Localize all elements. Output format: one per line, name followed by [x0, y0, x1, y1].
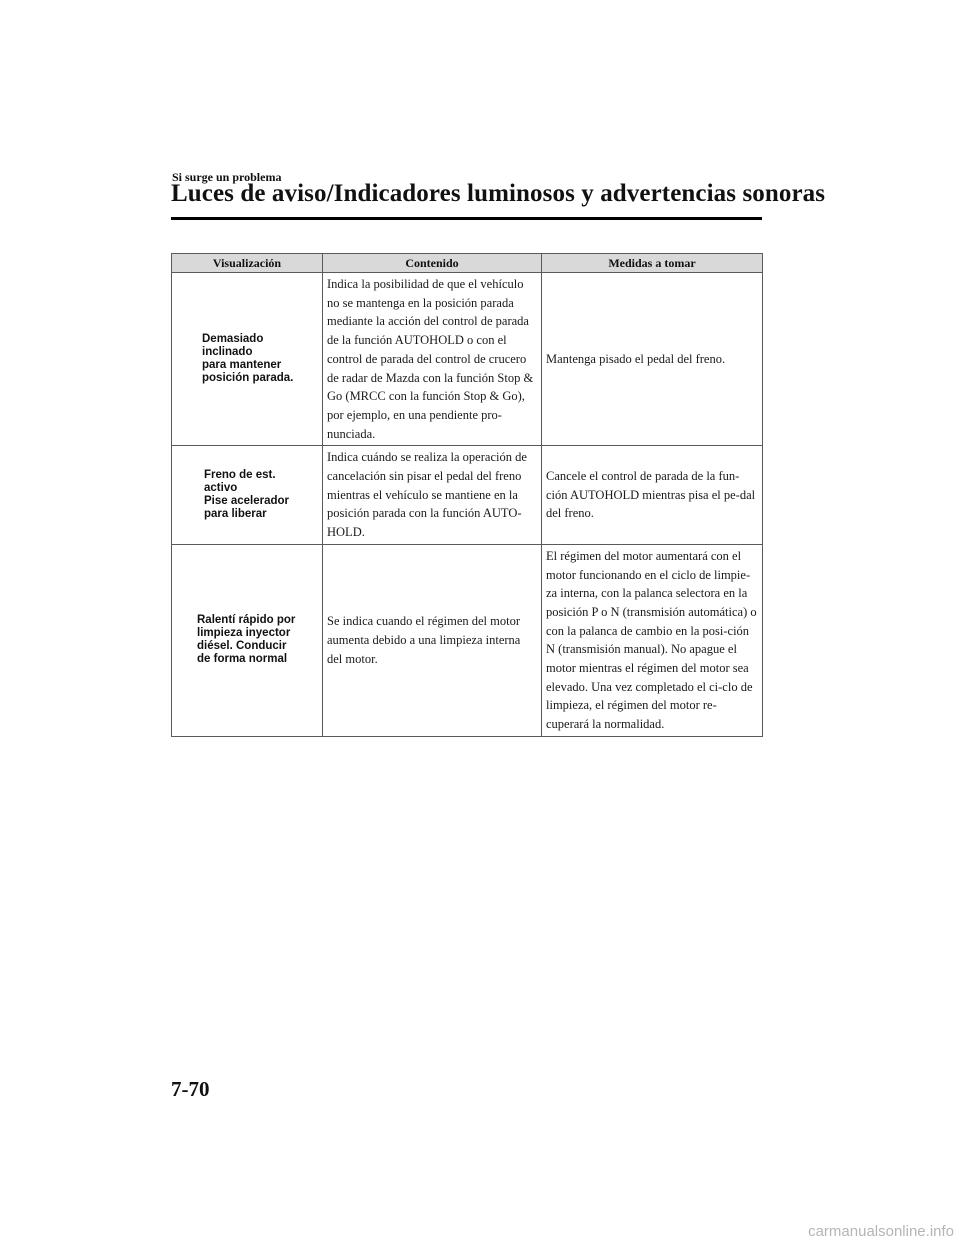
display-line: limpieza inyector	[197, 627, 291, 640]
content-cell: Indica la posibilidad de que el vehículo no se mantenga en la posición parada mediante la acción del control de parada de la función AUTOHOLD o con el control de parada del control de crucero de radar de Mazda con la función Stop & Go (MRCC con la función Stop & Go), por ejemplo, en una pendiente pro-nunciada.	[323, 273, 542, 446]
display-cell	[172, 446, 323, 545]
display-line: diésel. Conducir	[197, 640, 287, 653]
display-cell	[172, 544, 323, 736]
table-row	[172, 544, 763, 736]
display-line: Pise acelerador	[204, 495, 290, 508]
display-cell	[172, 273, 323, 446]
content-cell: Indica cuándo se realiza la operación de cancelación sin pisar el pedal del freno mientras el vehículo se mantiene en la posición parada con la función AUTO-HOLD.	[323, 446, 542, 545]
warning-messages-table	[171, 253, 763, 737]
action-cell: El régimen del motor aumentará con el motor funcionando en el ciclo de limpie-za interna, con la palanca selectora en la posición P o N (transmisión automática) o con la palanca de cambio en la posi-ción N (transmisión manual). No apague el motor mientras el régimen del motor sea elevado. Una vez completado el ci-clo de limpieza, el régimen del motor re-cuperará la normalidad.	[542, 544, 763, 736]
display-line: para mantener	[202, 359, 282, 372]
action-cell: Cancele el control de parada de la fun-ción AUTOHOLD mientras pisa el pe-dal del freno.	[542, 446, 763, 545]
column-header-display: Visualización	[172, 254, 323, 273]
display-message	[176, 469, 318, 521]
page-title: Luces de aviso/Indicadores luminosos y advertencias sonoras	[171, 180, 826, 207]
table-header-row	[172, 254, 763, 273]
display-line: Ralentí rápido por	[197, 614, 296, 627]
display-line: Freno de est.	[204, 469, 276, 482]
page-number: 7-70	[171, 1077, 210, 1101]
column-header-content: Contenido	[323, 254, 542, 273]
display-message	[176, 333, 318, 385]
display-line: inclinado	[202, 346, 253, 359]
heading-divider	[171, 217, 762, 220]
display-line: posición parada.	[202, 372, 294, 385]
section-label: Si surge un problema	[172, 170, 282, 184]
action-cell: Mantenga pisado el pedal del freno.	[542, 273, 763, 446]
table-row	[172, 273, 763, 446]
watermark: carmanualsonline.info	[808, 1223, 954, 1240]
display-line: Demasiado	[202, 333, 264, 346]
content-cell: Se indica cuando el régimen del motor aumenta debido a una limpieza interna del motor.	[323, 544, 542, 736]
display-line: activo	[204, 482, 238, 495]
display-line: para liberar	[204, 508, 267, 521]
table-row	[172, 446, 763, 545]
display-message	[176, 614, 318, 666]
column-header-action: Medidas a tomar	[542, 254, 763, 273]
display-line: de forma normal	[197, 653, 288, 666]
